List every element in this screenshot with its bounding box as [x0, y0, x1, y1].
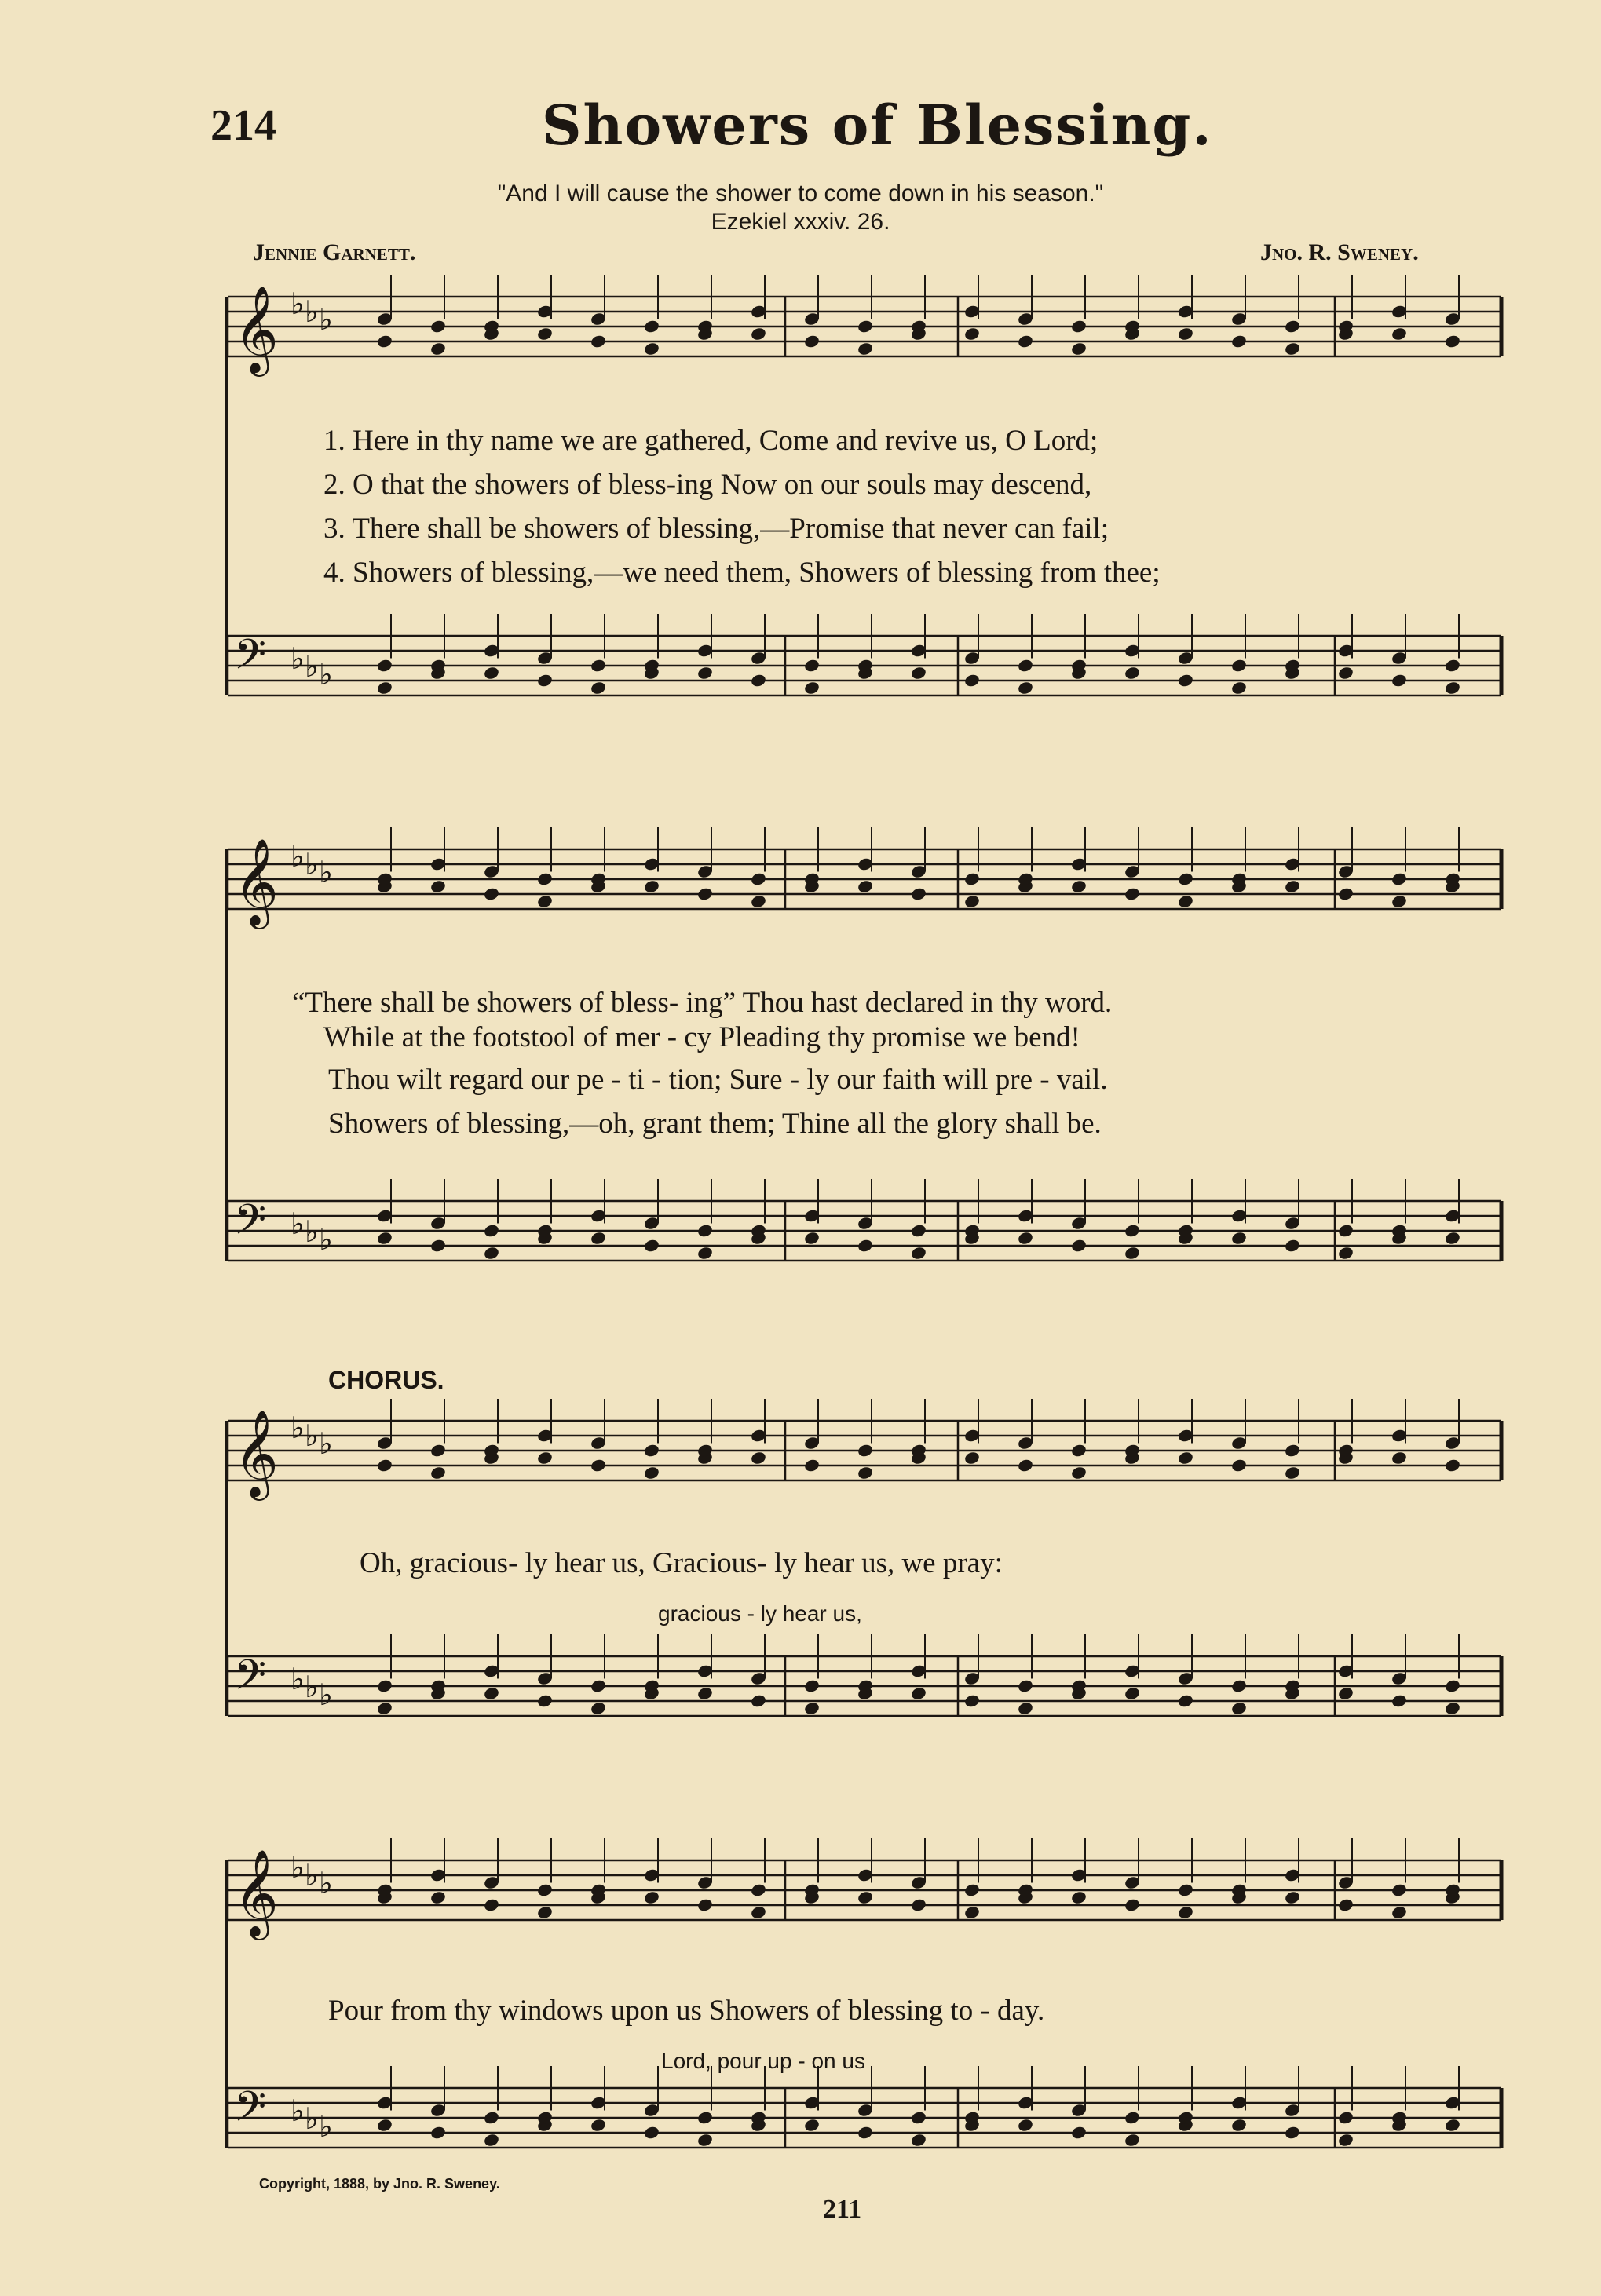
- notehead: [1230, 681, 1248, 695]
- notehead: [536, 1882, 554, 1897]
- notehead: [643, 1890, 660, 1905]
- notehead: [1177, 871, 1194, 886]
- epigraph-quote: "And I will cause the shower to come down in his season.": [497, 181, 1104, 206]
- notehead: [1070, 1443, 1087, 1458]
- notehead: [1230, 334, 1248, 349]
- notehead: [590, 1458, 607, 1473]
- notehead: [1284, 341, 1301, 356]
- notehead: [1337, 1223, 1354, 1238]
- flat-icon: ♭: [305, 1418, 319, 1453]
- notehead: [590, 681, 607, 695]
- verse-3-line2: Thou wilt regard our pe - ti - tion; Sure - ly our faith will pre - vail.: [328, 1064, 1108, 1096]
- notehead: [696, 2133, 714, 2148]
- notehead: [1017, 334, 1034, 349]
- notehead: [1177, 894, 1194, 909]
- notehead: [803, 1231, 821, 1246]
- notehead: [536, 871, 554, 886]
- bass-clef-icon: 𝄢: [234, 1196, 267, 1254]
- notehead: [1070, 319, 1087, 334]
- notehead: [1124, 666, 1141, 681]
- verse-1-line1: 1. Here in thy name we are gathered, Come and revive us, O Lord;: [323, 425, 1098, 457]
- notehead: [429, 1466, 447, 1480]
- bass-clef-icon: 𝄢: [234, 2083, 267, 2141]
- notehead: [963, 1451, 981, 1466]
- notehead: [1337, 1897, 1354, 1912]
- notehead: [1124, 1246, 1141, 1261]
- notehead: [643, 1238, 660, 1253]
- chorus-line1: Oh, gracious- ly hear us, Gracious- ly hear us, we pray:: [360, 1547, 1003, 1579]
- notehead: [963, 327, 981, 341]
- flat-icon: ♭: [291, 287, 305, 321]
- notehead: [750, 894, 767, 909]
- notehead: [910, 1897, 927, 1912]
- notehead: [750, 673, 767, 688]
- notehead: [376, 334, 393, 349]
- notehead: [536, 894, 554, 909]
- notehead: [1284, 1443, 1301, 1458]
- notehead: [1017, 1231, 1034, 1246]
- notehead: [376, 2118, 393, 2133]
- notehead: [643, 319, 660, 334]
- chorus-line2-echo: Lord, pour up - on us: [661, 2049, 865, 2073]
- notehead: [1070, 1466, 1087, 1480]
- flat-icon: ♭: [291, 1850, 305, 1885]
- notehead: [803, 334, 821, 349]
- notehead: [1070, 341, 1087, 356]
- notehead: [1337, 2110, 1354, 2125]
- notehead: [1391, 1693, 1408, 1708]
- notehead: [857, 879, 874, 894]
- notehead: [1337, 2133, 1354, 2148]
- notehead: [483, 1686, 500, 1701]
- notehead: [1444, 2118, 1461, 2133]
- flat-icon: ♭: [305, 294, 319, 329]
- notehead: [910, 666, 927, 681]
- notehead: [857, 1238, 874, 1253]
- notehead: [1070, 2125, 1087, 2140]
- notehead: [1230, 1701, 1248, 1716]
- flat-icon: ♭: [319, 302, 333, 337]
- bass-clef-icon: 𝄢: [234, 631, 267, 689]
- notehead: [1124, 1223, 1141, 1238]
- flat-icon: ♭: [319, 657, 333, 692]
- notehead: [1124, 2110, 1141, 2125]
- notehead: [1124, 1686, 1141, 1701]
- notehead: [750, 1693, 767, 1708]
- flat-icon: ♭: [305, 2101, 319, 2136]
- notehead: [803, 658, 821, 673]
- notehead: [963, 894, 981, 909]
- notehead: [1391, 1882, 1408, 1897]
- notehead: [536, 1451, 554, 1466]
- flat-icon: ♭: [305, 1858, 319, 1893]
- notehead: [750, 1451, 767, 1466]
- flat-icon: ♭: [291, 2093, 305, 2128]
- notehead: [590, 1678, 607, 1693]
- verse-2-line2: While at the footstool of mer - cy Pleading thy promise we bend!: [323, 1021, 1080, 1053]
- flat-icon: ♭: [291, 1411, 305, 1445]
- notehead: [963, 1882, 981, 1897]
- notehead: [1284, 1890, 1301, 1905]
- notehead: [1337, 1246, 1354, 1261]
- notehead: [1284, 1238, 1301, 1253]
- treble-clef-icon: 𝄞: [234, 1409, 279, 1497]
- notehead: [1070, 879, 1087, 894]
- notehead: [1284, 1466, 1301, 1480]
- notehead: [1444, 1678, 1461, 1693]
- flat-icon: ♭: [305, 847, 319, 882]
- verse-2-line1: 2. O that the showers of bless-ing Now on our souls may descend,: [323, 469, 1092, 501]
- notehead: [1124, 1897, 1141, 1912]
- notehead: [1391, 673, 1408, 688]
- notehead: [643, 1443, 660, 1458]
- composer-credit: Jno. R. Sweney.: [1260, 239, 1419, 265]
- notehead: [376, 1701, 393, 1716]
- folio-number: 211: [823, 2195, 862, 2224]
- notehead: [857, 1466, 874, 1480]
- treble-clef-icon: 𝄞: [234, 1849, 279, 1936]
- flat-icon: ♭: [319, 1426, 333, 1461]
- notehead: [483, 666, 500, 681]
- treble-clef-icon: 𝄞: [234, 838, 279, 925]
- notehead: [963, 673, 981, 688]
- notehead: [429, 879, 447, 894]
- chorus-line2: Pour from thy windows upon us Showers of blessing to - day.: [328, 1995, 1045, 2027]
- notehead: [1177, 1451, 1194, 1466]
- notehead: [643, 341, 660, 356]
- flat-icon: ♭: [305, 1670, 319, 1704]
- notehead: [1230, 658, 1248, 673]
- notehead: [1017, 1458, 1034, 1473]
- notehead: [1230, 1231, 1248, 1246]
- chorus-label: CHORUS.: [328, 1366, 444, 1394]
- notehead: [483, 886, 500, 901]
- notehead: [1391, 871, 1408, 886]
- hymn-number: 214: [210, 101, 276, 150]
- notehead: [1337, 666, 1354, 681]
- notehead: [1337, 886, 1354, 901]
- notehead: [590, 334, 607, 349]
- notehead: [803, 1701, 821, 1716]
- notehead: [1391, 894, 1408, 909]
- chorus-line1-echo: gracious - ly hear us,: [658, 1601, 862, 1626]
- notehead: [803, 1458, 821, 1473]
- notehead: [750, 327, 767, 341]
- notehead: [1177, 1882, 1194, 1897]
- notehead: [376, 1458, 393, 1473]
- notehead: [910, 2133, 927, 2148]
- flat-icon: ♭: [305, 649, 319, 684]
- treble-clef-icon: 𝄞: [234, 285, 279, 373]
- flat-icon: ♭: [291, 1662, 305, 1696]
- notehead: [429, 341, 447, 356]
- notehead: [1444, 1701, 1461, 1716]
- flat-icon: ♭: [319, 2109, 333, 2144]
- flat-icon: ♭: [319, 855, 333, 889]
- notehead: [536, 1693, 554, 1708]
- verse-4-line2: Showers of blessing,—oh, grant them; Thine all the glory shall be.: [328, 1108, 1102, 1140]
- notehead: [1177, 673, 1194, 688]
- notehead: [483, 1223, 500, 1238]
- notehead: [857, 341, 874, 356]
- notehead: [696, 1686, 714, 1701]
- notehead: [803, 1678, 821, 1693]
- notehead: [429, 1443, 447, 1458]
- notehead: [1444, 681, 1461, 695]
- notehead: [1017, 681, 1034, 695]
- notehead: [376, 1678, 393, 1693]
- notehead: [536, 327, 554, 341]
- notehead: [376, 658, 393, 673]
- notehead: [963, 1905, 981, 1920]
- notehead: [1444, 658, 1461, 673]
- notehead: [590, 1701, 607, 1716]
- flat-icon: ♭: [319, 1866, 333, 1900]
- notehead: [857, 2125, 874, 2140]
- notehead: [483, 1246, 500, 1261]
- notehead: [590, 2118, 607, 2133]
- notehead: [483, 2110, 500, 2125]
- notehead: [696, 2110, 714, 2125]
- notehead: [963, 871, 981, 886]
- verse-4-line1: 4. Showers of blessing,—we need them, Showers of blessing from thee;: [323, 557, 1161, 589]
- notehead: [643, 2125, 660, 2140]
- notehead: [1391, 1905, 1408, 1920]
- epigraph-reference: Ezekiel xxxiv. 26.: [711, 209, 890, 235]
- notehead: [803, 681, 821, 695]
- flat-icon: ♭: [291, 1206, 305, 1241]
- notehead: [1230, 1678, 1248, 1693]
- notehead: [696, 666, 714, 681]
- notehead: [1391, 1451, 1408, 1466]
- notehead: [483, 2133, 500, 2148]
- notehead: [910, 2110, 927, 2125]
- notehead: [536, 1905, 554, 1920]
- notehead: [643, 879, 660, 894]
- copyright-notice: Copyright, 1888, by Jno. R. Sweney.: [259, 2176, 500, 2192]
- notehead: [1177, 1905, 1194, 1920]
- flat-icon: ♭: [319, 1222, 333, 1257]
- notehead: [750, 1882, 767, 1897]
- notehead: [857, 1443, 874, 1458]
- notehead: [590, 658, 607, 673]
- notehead: [696, 1897, 714, 1912]
- notehead: [1177, 327, 1194, 341]
- notehead: [429, 1238, 447, 1253]
- notehead: [1337, 1686, 1354, 1701]
- verse-1-line2: “There shall be showers of bless- ing” Thou hast declared in thy word.: [292, 987, 1113, 1019]
- notehead: [750, 871, 767, 886]
- notehead: [1017, 658, 1034, 673]
- notehead: [910, 1686, 927, 1701]
- notehead: [1230, 2118, 1248, 2133]
- hymn-title: Showers of Blessing.: [542, 93, 1213, 158]
- notehead: [696, 1223, 714, 1238]
- notehead: [536, 673, 554, 688]
- notehead: [376, 1231, 393, 1246]
- flat-icon: ♭: [291, 839, 305, 874]
- notehead: [429, 319, 447, 334]
- lyricist-credit: Jennie Garnett.: [253, 239, 416, 265]
- notehead: [1070, 1238, 1087, 1253]
- notehead: [696, 1246, 714, 1261]
- notehead: [1070, 1890, 1087, 1905]
- notehead: [1284, 319, 1301, 334]
- notehead: [1017, 1678, 1034, 1693]
- notehead: [429, 1890, 447, 1905]
- notehead: [1230, 1458, 1248, 1473]
- notehead: [696, 886, 714, 901]
- notehead: [857, 319, 874, 334]
- notehead: [803, 2118, 821, 2133]
- notehead: [1124, 886, 1141, 901]
- notehead: [857, 1890, 874, 1905]
- notehead: [1284, 879, 1301, 894]
- notehead: [910, 1223, 927, 1238]
- notehead: [643, 1466, 660, 1480]
- notehead: [963, 1693, 981, 1708]
- notehead: [750, 1905, 767, 1920]
- notehead: [910, 1246, 927, 1261]
- notehead: [429, 2125, 447, 2140]
- notehead: [1017, 2118, 1034, 2133]
- notehead: [376, 681, 393, 695]
- notehead: [1444, 1231, 1461, 1246]
- notehead: [1177, 1693, 1194, 1708]
- bass-clef-icon: 𝄢: [234, 1652, 267, 1710]
- notehead: [1284, 2125, 1301, 2140]
- notehead: [590, 1231, 607, 1246]
- flat-icon: ♭: [305, 1214, 319, 1249]
- notehead: [1124, 2133, 1141, 2148]
- notehead: [910, 886, 927, 901]
- notehead: [1017, 1701, 1034, 1716]
- notehead: [1444, 334, 1461, 349]
- notehead: [483, 1897, 500, 1912]
- notehead: [1391, 327, 1408, 341]
- verse-3-line1: 3. There shall be showers of blessing,—Promise that never can fail;: [323, 513, 1109, 545]
- flat-icon: ♭: [319, 1677, 333, 1712]
- notehead: [1444, 1458, 1461, 1473]
- flat-icon: ♭: [291, 641, 305, 676]
